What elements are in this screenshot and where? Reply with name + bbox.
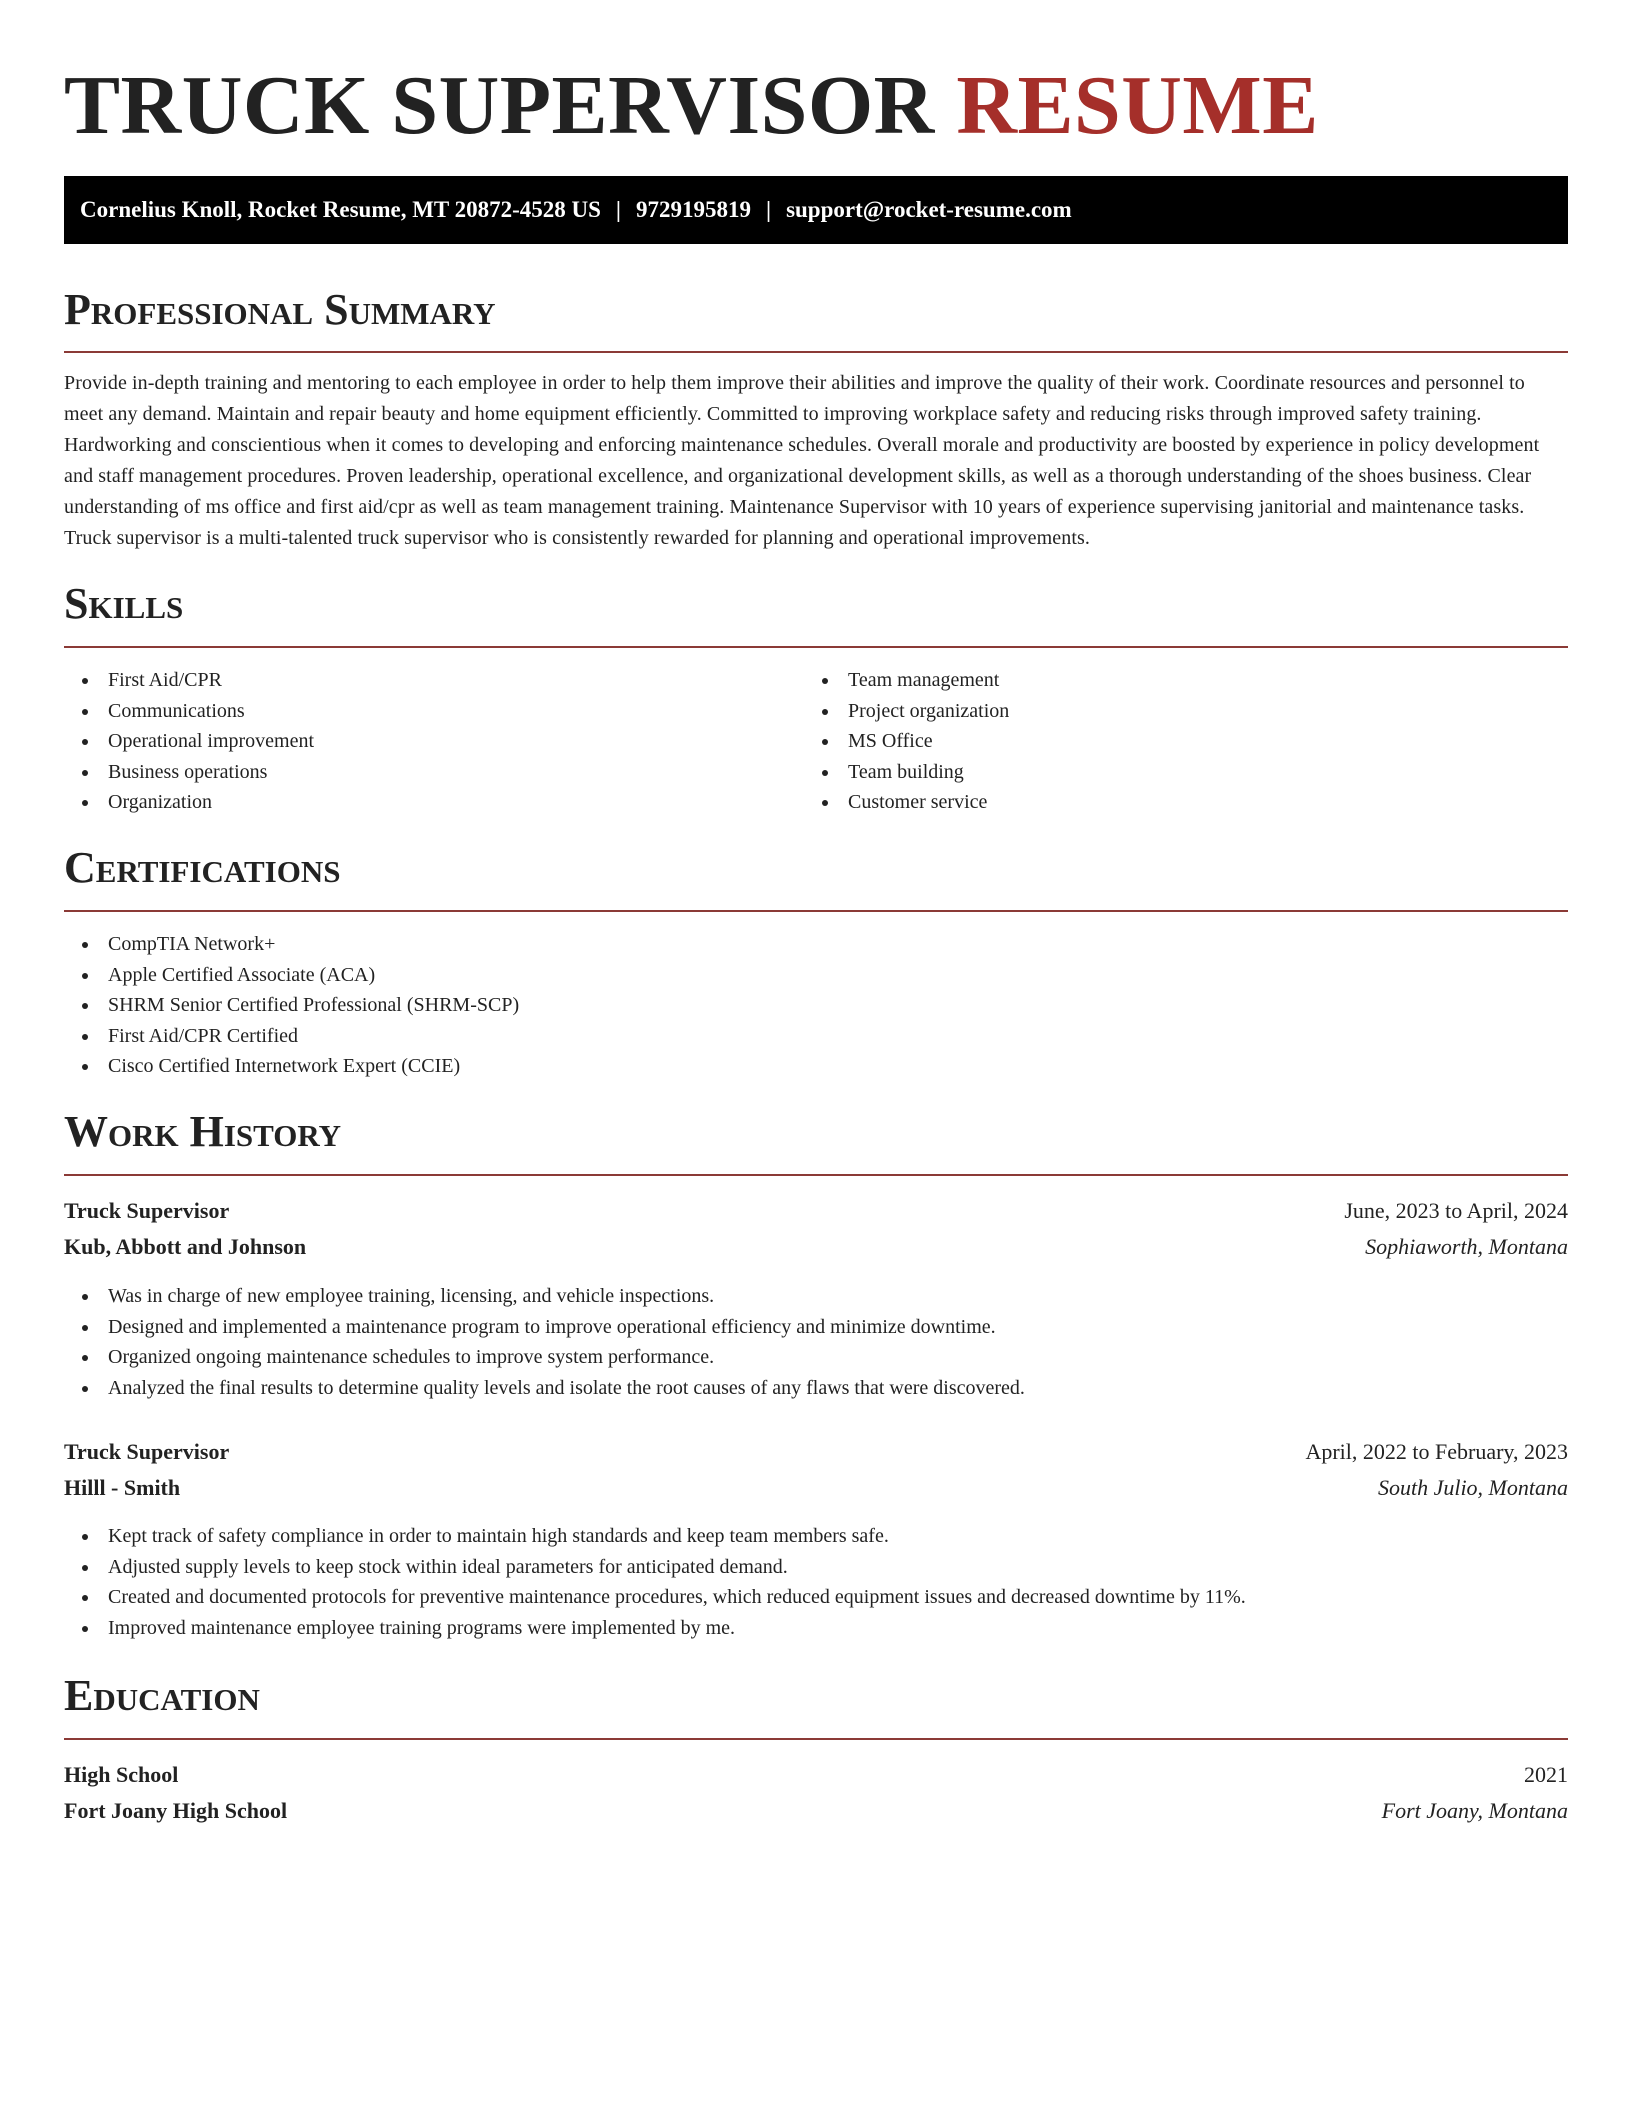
summary-heading: Professional Summary <box>64 285 496 334</box>
education-heading: Education <box>64 1671 260 1720</box>
job-bullet: Was in charge of new employee training, licensing, and vehicle inspections. <box>64 1281 1025 1312</box>
skill-item: Business operations <box>64 757 314 788</box>
section-divider <box>64 351 1568 353</box>
skill-item: Project organization <box>804 696 1009 727</box>
job-bullet: Improved maintenance employee training programs were implemented by me. <box>64 1613 1246 1644</box>
job-subheader <box>64 1229 1568 1265</box>
certification-item: First Aid/CPR Certified <box>64 1021 519 1052</box>
job-bullet: Kept track of safety compliance in order to maintain high standards and keep team members safe. <box>64 1521 1246 1552</box>
job-header <box>64 1434 1568 1470</box>
skills-list-right <box>804 665 1009 818</box>
education-subheader <box>64 1793 1568 1829</box>
certification-item: Cisco Certified Internetwork Expert (CCIE) <box>64 1051 519 1082</box>
resume-title <box>64 58 1568 154</box>
skill-item: Organization <box>64 787 314 818</box>
title-accent: RESUME <box>956 59 1319 152</box>
contact-separator: | <box>765 197 772 222</box>
education-year: 2021 <box>1524 1762 1568 1787</box>
job-dates: April, 2022 to February, 2023 <box>1305 1439 1568 1464</box>
contact-address: Cornelius Knoll, Rocket Resume, MT 20872-4528 US <box>80 197 601 222</box>
resume-page <box>64 0 1568 1823</box>
section-divider <box>64 646 1568 648</box>
skills-heading: Skills <box>64 579 184 628</box>
section-divider <box>64 1174 1568 1176</box>
certifications-heading: Certifications <box>64 843 341 892</box>
job-bullet: Adjusted supply levels to keep stock within ideal parameters for anticipated demand. <box>64 1552 1246 1583</box>
skill-item: Communications <box>64 696 314 727</box>
skill-item: First Aid/CPR <box>64 665 314 696</box>
skill-item: Operational improvement <box>64 726 314 757</box>
education-degree: High School <box>64 1762 179 1787</box>
title-main: TRUCK SUPERVISOR <box>64 59 935 152</box>
section-divider <box>64 910 1568 912</box>
skill-item: Customer service <box>804 787 1009 818</box>
contact-email[interactable]: support@rocket-resume.com <box>786 197 1072 222</box>
job-header <box>64 1193 1568 1229</box>
job-location: South Julio, Montana <box>1377 1475 1568 1500</box>
certification-item: Apple Certified Associate (ACA) <box>64 960 519 991</box>
skill-item: MS Office <box>804 726 1009 757</box>
job-title: Truck Supervisor <box>64 1439 230 1464</box>
job-bullet: Organized ongoing maintenance schedules to improve system performance. <box>64 1342 1025 1373</box>
job-title: Truck Supervisor <box>64 1198 230 1223</box>
skills-list-left <box>64 665 314 818</box>
skill-item: Team management <box>804 665 1009 696</box>
job-location: Sophiaworth, Montana <box>1365 1234 1568 1259</box>
education-header <box>64 1757 1568 1793</box>
job-bullets <box>64 1281 1025 1403</box>
work-history-heading: Work History <box>64 1107 342 1156</box>
job-company: Kub, Abbott and Johnson <box>64 1234 307 1259</box>
certification-item: SHRM Senior Certified Professional (SHRM-SCP) <box>64 990 519 1021</box>
job-bullet: Analyzed the final results to determine quality levels and isolate the root causes of any flaws that were discovered. <box>64 1373 1025 1404</box>
certifications-list <box>64 929 519 1082</box>
job-bullet: Designed and implemented a maintenance program to improve operational efficiency and minimize downtime. <box>64 1312 1025 1343</box>
job-company: Hilll - Smith <box>64 1475 181 1500</box>
summary-text: Provide in-depth training and mentoring to each employee in order to help them improve their abilities and improve the quality of their work. Coordinate resources and personnel to meet any demand. Maintain and repair beauty and home equipment efficiently. Committed to improving workplace safety and reducing risks through improved safety training. Hardworking and conscientious when it comes to developing and enforcing maintenance schedules. Overall morale and productivity are boosted by experience in policy development and staff management procedures. Proven leadership, operational excellence, and organizational development skills, as well as a thorough understanding of the shoes business. Clear understanding of ms office and first aid/cpr as well as team management training. Maintenance Supervisor with 10 years of experience supervising janitorial and maintenance tasks. Truck supervisor is a multi-talented truck supervisor who is consistently rewarded for planning and operational improvements. <box>64 372 1540 549</box>
education-school: Fort Joany High School <box>64 1798 288 1823</box>
job-dates: June, 2023 to April, 2024 <box>1344 1198 1568 1223</box>
contact-separator: | <box>615 197 621 222</box>
section-divider <box>64 1738 1568 1740</box>
contact-bar <box>64 176 1568 244</box>
education-location: Fort Joany, Montana <box>1381 1798 1568 1823</box>
certification-item: CompTIA Network+ <box>64 929 519 960</box>
contact-phone: 9729195819 <box>635 197 751 222</box>
job-bullet: Created and documented protocols for preventive maintenance procedures, which reduced equipment issues and decreased downtime by 11%. <box>64 1582 1246 1613</box>
skill-item: Team building <box>804 757 1009 788</box>
job-bullets <box>64 1521 1246 1643</box>
job-subheader <box>64 1470 1568 1506</box>
